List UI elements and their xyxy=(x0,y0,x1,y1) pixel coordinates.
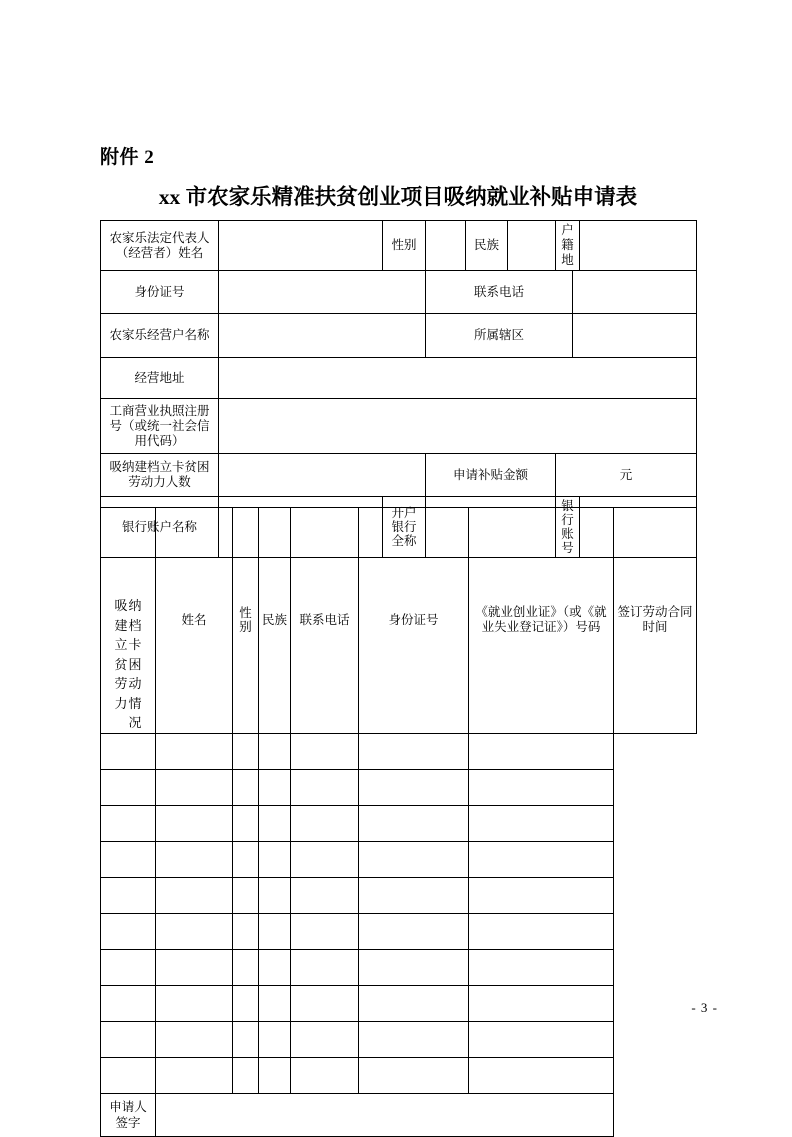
table-row xyxy=(101,733,697,769)
vertical-char: 劳 xyxy=(114,676,128,691)
value-residence[interactable] xyxy=(580,221,697,271)
cell-gender[interactable] xyxy=(156,949,233,985)
cell-gender[interactable] xyxy=(156,805,233,841)
value-id-number[interactable] xyxy=(219,271,426,314)
cell-certificate[interactable] xyxy=(359,841,469,877)
table-row xyxy=(101,841,697,877)
vertical-char: 困 xyxy=(128,656,142,672)
cell-ethnicity[interactable] xyxy=(233,1057,259,1093)
cell-gender[interactable] xyxy=(156,1021,233,1057)
cell-certificate[interactable] xyxy=(359,733,469,769)
value-business-name[interactable] xyxy=(219,314,426,358)
cell-ethnicity[interactable] xyxy=(233,805,259,841)
absorbed-labor-table xyxy=(100,507,697,1137)
cell-phone[interactable] xyxy=(259,913,291,949)
table-row xyxy=(101,454,697,497)
cell-phone[interactable] xyxy=(259,805,291,841)
cell-ethnicity[interactable] xyxy=(233,769,259,805)
cell-ethnicity[interactable] xyxy=(233,841,259,877)
value-business-address[interactable] xyxy=(219,358,697,399)
header-id-number: 身份证号 xyxy=(359,508,469,734)
vertical-char: 建 xyxy=(114,617,128,633)
value-phone[interactable] xyxy=(573,271,697,314)
label-residence: 户籍地 xyxy=(556,221,580,271)
cell-id-number[interactable] xyxy=(291,1021,359,1057)
table-row xyxy=(101,805,697,841)
cell-id-number[interactable] xyxy=(291,1057,359,1093)
table-body xyxy=(101,733,697,1093)
label-district: 所属辖区 xyxy=(426,314,573,358)
value-ethnicity[interactable] xyxy=(508,221,556,271)
value-business-license[interactable] xyxy=(219,399,697,454)
cell-contract-date[interactable] xyxy=(469,949,614,985)
vertical-char: 档 xyxy=(128,617,142,633)
vertical-char: 况 xyxy=(128,715,142,730)
cell-name[interactable] xyxy=(101,1057,156,1093)
cell-phone[interactable] xyxy=(259,733,291,769)
label-gender: 性别 xyxy=(383,221,426,271)
cell-name[interactable] xyxy=(101,805,156,841)
cell-name[interactable] xyxy=(101,913,156,949)
table-row xyxy=(101,271,697,314)
cell-certificate[interactable] xyxy=(359,805,469,841)
cell-contract-date[interactable] xyxy=(469,1057,614,1093)
cell-certificate[interactable] xyxy=(359,1057,469,1093)
side-label-column-left xyxy=(114,596,127,713)
side-label-vertical-wrap xyxy=(101,508,155,733)
label-absorbed-count: 吸纳建档立卡贫困劳动力人数 xyxy=(101,454,219,497)
label-id-number: 身份证号 xyxy=(101,271,219,314)
table-row xyxy=(101,1057,697,1093)
value-legal-rep-name[interactable] xyxy=(219,221,383,271)
cell-gender[interactable] xyxy=(156,913,233,949)
header-certificate: 《就业创业证》（或《就业失业登记证》）号码 xyxy=(469,508,614,734)
cell-ethnicity[interactable] xyxy=(233,949,259,985)
page-number: - 3 - xyxy=(691,1000,718,1015)
cell-contract-date[interactable] xyxy=(469,877,614,913)
value-absorbed-count[interactable] xyxy=(219,454,426,497)
cell-name[interactable] xyxy=(101,877,156,913)
cell-ethnicity[interactable] xyxy=(233,877,259,913)
header-name: 姓名 xyxy=(156,508,233,734)
vertical-char: 卡 xyxy=(128,637,142,652)
cell-contract-date[interactable] xyxy=(469,841,614,877)
cell-contract-date[interactable] xyxy=(469,1021,614,1057)
cell-gender[interactable] xyxy=(156,1057,233,1093)
table-row xyxy=(101,399,697,454)
table-row xyxy=(101,949,697,985)
header-ethnicity: 民族 xyxy=(259,508,291,734)
vertical-char: 立 xyxy=(114,637,128,652)
cell-id-number[interactable] xyxy=(291,949,359,985)
cell-ethnicity[interactable] xyxy=(233,1021,259,1057)
cell-id-number[interactable] xyxy=(291,733,359,769)
cell-id-number[interactable] xyxy=(291,805,359,841)
table-row xyxy=(101,314,697,358)
label-business-name: 农家乐经营户名称 xyxy=(101,314,219,358)
cell-phone[interactable] xyxy=(259,841,291,877)
cell-name[interactable] xyxy=(101,769,156,805)
cell-name[interactable] xyxy=(101,1021,156,1057)
vertical-char: 动 xyxy=(128,676,142,691)
side-label-absorbed-labor xyxy=(101,508,156,734)
cell-certificate[interactable] xyxy=(359,913,469,949)
table-row xyxy=(101,1021,697,1057)
cell-phone[interactable] xyxy=(259,769,291,805)
cell-phone[interactable] xyxy=(259,1057,291,1093)
label-bank-full-name: 开户银行全称 xyxy=(383,497,426,558)
cell-certificate[interactable] xyxy=(359,769,469,805)
vertical-char: 情 xyxy=(128,695,142,711)
value-subsidy-amount-unit[interactable]: 元 xyxy=(556,454,697,497)
table-row xyxy=(101,358,697,399)
table-row xyxy=(101,221,697,271)
vertical-char: 吸 xyxy=(114,598,128,613)
cell-id-number[interactable] xyxy=(291,841,359,877)
header-gender: 性别 xyxy=(233,508,259,734)
cell-gender[interactable] xyxy=(156,877,233,913)
cell-id-number[interactable] xyxy=(291,913,359,949)
label-subsidy-amount: 申请补贴金额 xyxy=(426,454,556,497)
cell-phone[interactable] xyxy=(259,877,291,913)
cell-certificate[interactable] xyxy=(359,949,469,985)
cell-id-number[interactable] xyxy=(291,769,359,805)
table-row xyxy=(101,877,697,913)
cell-certificate[interactable] xyxy=(359,877,469,913)
cell-gender[interactable] xyxy=(156,733,233,769)
attachment-label: 附件 2 xyxy=(100,147,155,168)
label-business-address: 经营地址 xyxy=(101,358,219,399)
cell-id-number[interactable] xyxy=(291,877,359,913)
header-contract-date: 签订劳动合同时间 xyxy=(614,508,697,734)
cell-name[interactable] xyxy=(101,841,156,877)
label-ethnicity: 民族 xyxy=(466,221,508,271)
cell-name[interactable] xyxy=(101,733,156,769)
header-phone: 联系电话 xyxy=(291,508,359,734)
cell-gender[interactable] xyxy=(156,769,233,805)
cell-certificate[interactable] xyxy=(359,1021,469,1057)
side-label-column-right xyxy=(129,596,142,733)
cell-phone[interactable] xyxy=(259,1021,291,1057)
cell-contract-date[interactable] xyxy=(469,913,614,949)
table-header-row xyxy=(101,508,697,734)
label-legal-rep-name: 农家乐法定代表人（经营者）姓名 xyxy=(101,221,219,271)
label-business-license: 工商营业执照注册号（或统一社会信用代码） xyxy=(101,399,219,454)
label-phone: 联系电话 xyxy=(426,271,573,314)
label-applicant-signature: 申请人签字 xyxy=(101,1093,156,1136)
cell-phone[interactable] xyxy=(259,949,291,985)
label-bank-account-name: 银行账户名称 xyxy=(101,497,219,558)
cell-contract-date[interactable] xyxy=(469,805,614,841)
label-bank-account-number: 银行账号 xyxy=(556,497,580,558)
value-gender[interactable] xyxy=(426,221,466,271)
cell-gender[interactable] xyxy=(156,841,233,877)
cell-contract-date[interactable] xyxy=(469,769,614,805)
cell-name[interactable] xyxy=(101,949,156,985)
page-title: xx 市农家乐精准扶贫创业项目吸纳就业补贴申请表 xyxy=(158,185,638,209)
vertical-char: 纳 xyxy=(128,598,142,613)
cell-ethnicity[interactable] xyxy=(233,913,259,949)
signature-row xyxy=(101,1093,697,1136)
value-district[interactable] xyxy=(573,314,697,358)
cell-ethnicity[interactable] xyxy=(233,733,259,769)
value-applicant-signature[interactable] xyxy=(156,1093,614,1136)
table-row xyxy=(101,769,697,805)
vertical-char: 贫 xyxy=(114,656,128,672)
table-row xyxy=(101,913,697,949)
vertical-char: 力 xyxy=(114,695,128,711)
cell-contract-date[interactable] xyxy=(469,733,614,769)
